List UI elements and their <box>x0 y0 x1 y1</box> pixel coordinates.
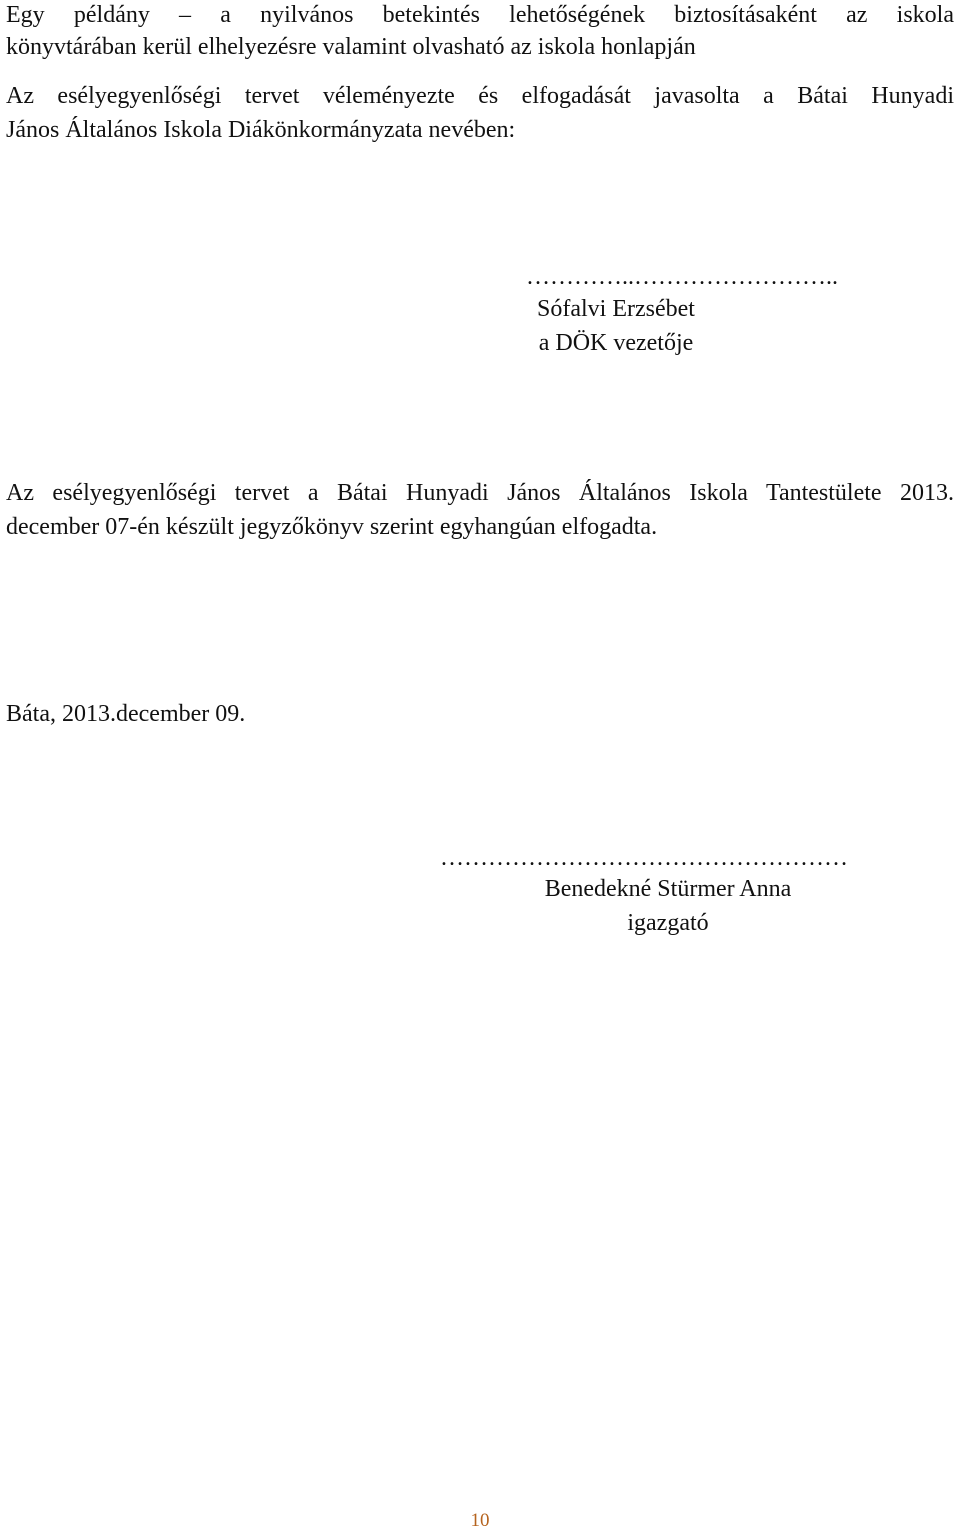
signature-block-principal <box>440 844 848 940</box>
signature-title: igazgató <box>627 910 709 936</box>
paragraph-1-line-2: könyvtárában kerül elhelyezésre valamint olvasható az iskola honlapján <box>6 34 696 60</box>
place-date: Báta, 2013.december 09. <box>6 701 246 727</box>
paragraph-3-line-1: Az esélyegyenlőségi tervet a Bátai Hunyadi János Általános Iskola Tantestülete 2013. <box>6 480 954 506</box>
paragraph-2-line-1: Az esélyegyenlőségi tervet véleményezte és elfogadását javasolta a Bátai Hunyadi <box>6 83 954 109</box>
signature-line-dots: …………………………………………… <box>440 845 848 871</box>
paragraph-2-line-2: János Általános Iskola Diákönkormányzata nevében: <box>6 117 516 143</box>
signature-line-dots: …………..…………………….. <box>526 264 838 290</box>
paragraph-3-line-2: december 07-én készült jegyzőkönyv szerint egyhangúan elfogadta. <box>6 514 658 540</box>
signature-name: Benedekné Stürmer Anna <box>544 876 792 902</box>
signature-name: Sófalvi Erzsébet <box>537 296 695 322</box>
signature-title: a DÖK vezetője <box>538 330 694 356</box>
paragraph-1-line-1: Egy példány – a nyilvános betekintés lehetőségének biztosításaként az iskola <box>6 2 954 28</box>
signature-block-dok <box>526 262 886 360</box>
page-number: 10 <box>470 1510 490 1531</box>
